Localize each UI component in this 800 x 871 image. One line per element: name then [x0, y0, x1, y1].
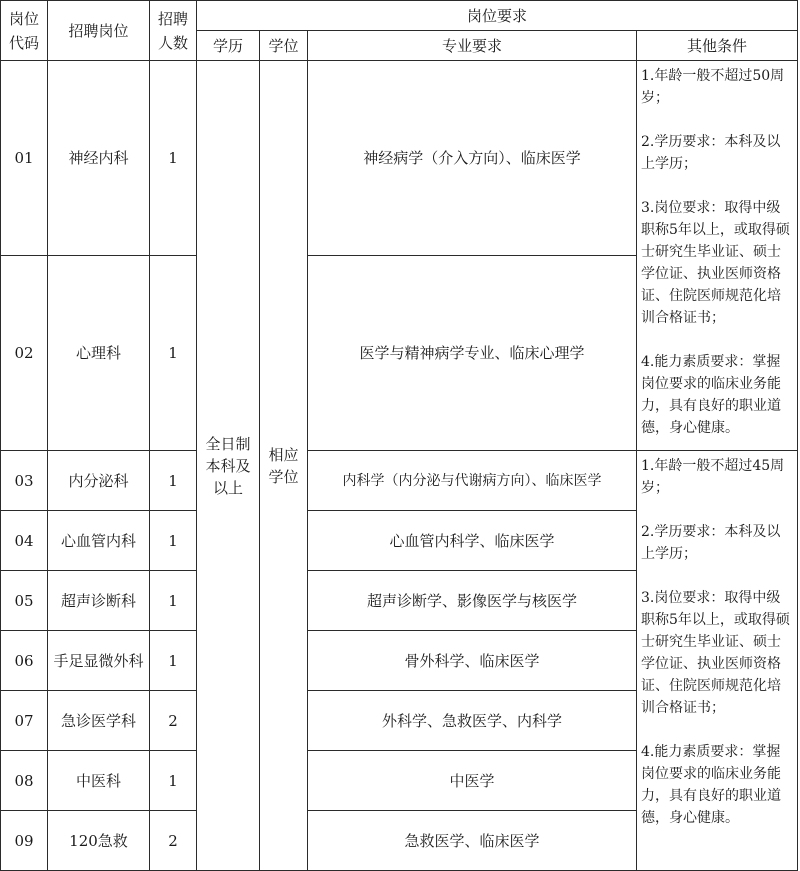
header-requirements: 岗位要求 — [197, 1, 798, 31]
cell-count: 1 — [150, 571, 197, 631]
cell-position: 中医科 — [48, 751, 150, 811]
cell-code: 05 — [1, 571, 48, 631]
table-row — [1, 451, 798, 511]
cell-count: 2 — [150, 691, 197, 751]
cell-major: 内科学（内分泌与代谢病方向）、临床医学 — [308, 451, 637, 511]
cell-degree-shared: 相应 学位 — [260, 61, 308, 871]
cell-code: 09 — [1, 811, 48, 871]
cell-major: 急救医学、临床医学 — [308, 811, 637, 871]
cell-major: 外科学、急救医学、内科学 — [308, 691, 637, 751]
cell-education-shared: 全日制 本科及 以上 — [197, 61, 260, 871]
header-count: 招聘 人数 — [150, 1, 197, 61]
cell-position: 内分泌科 — [48, 451, 150, 511]
cell-position: 心血管内科 — [48, 511, 150, 571]
cell-code: 01 — [1, 61, 48, 256]
header-code: 岗位 代码 — [1, 1, 48, 61]
cell-position: 120急救 — [48, 811, 150, 871]
cell-code: 04 — [1, 511, 48, 571]
cell-position: 手足显微外科 — [48, 631, 150, 691]
cell-count: 1 — [150, 61, 197, 256]
cell-code: 03 — [1, 451, 48, 511]
cell-code: 07 — [1, 691, 48, 751]
cell-major: 超声诊断学、影像医学与核医学 — [308, 571, 637, 631]
cell-position: 急诊医学科 — [48, 691, 150, 751]
condition-ability: 4.能力素质要求：掌握岗位要求的临床业务能力，具有良好的职业道德，身心健康。 — [641, 744, 781, 826]
table-row — [1, 61, 798, 256]
cell-count: 1 — [150, 511, 197, 571]
condition-ability: 4.能力素质要求：掌握岗位要求的临床业务能力，具有良好的职业道德，身心健康。 — [641, 354, 781, 436]
header-other: 其他条件 — [637, 31, 798, 61]
cell-major: 中医学 — [308, 751, 637, 811]
cell-conditions-group-2 — [637, 451, 798, 871]
condition-education: 2.学历要求：本科及以上学历； — [641, 524, 781, 562]
cell-major: 神经病学（介入方向）、临床医学 — [308, 61, 637, 256]
header-major: 专业要求 — [308, 31, 637, 61]
cell-position: 心理科 — [48, 256, 150, 451]
condition-post: 3.岗位要求：取得中级职称5年以上，或取得硕士研究生毕业证、硕士学位证、执业医师资格证、住院医师规范化培训合格证书； — [641, 590, 790, 716]
cell-code: 06 — [1, 631, 48, 691]
cell-position: 超声诊断科 — [48, 571, 150, 631]
header-position: 招聘岗位 — [48, 1, 150, 61]
condition-education: 2.学历要求：本科及以上学历； — [641, 134, 781, 172]
cell-code: 08 — [1, 751, 48, 811]
condition-age: 1.年龄一般不超过45周岁； — [641, 458, 785, 496]
cell-count: 1 — [150, 451, 197, 511]
condition-post: 3.岗位要求：取得中级职称5年以上，或取得硕士研究生毕业证、硕士学位证、执业医师资格证、住院医师规范化培训合格证书； — [641, 200, 790, 326]
condition-age: 1.年龄一般不超过50周岁； — [641, 68, 785, 106]
cell-count: 1 — [150, 751, 197, 811]
cell-conditions-group-1 — [637, 61, 798, 451]
cell-count: 1 — [150, 256, 197, 451]
cell-major: 心血管内科学、临床医学 — [308, 511, 637, 571]
cell-major: 医学与精神病学专业、临床心理学 — [308, 256, 637, 451]
cell-count: 2 — [150, 811, 197, 871]
cell-position: 神经内科 — [48, 61, 150, 256]
cell-code: 02 — [1, 256, 48, 451]
cell-major: 骨外科学、临床医学 — [308, 631, 637, 691]
cell-count: 1 — [150, 631, 197, 691]
header-education: 学历 — [197, 31, 260, 61]
header-degree: 学位 — [260, 31, 308, 61]
